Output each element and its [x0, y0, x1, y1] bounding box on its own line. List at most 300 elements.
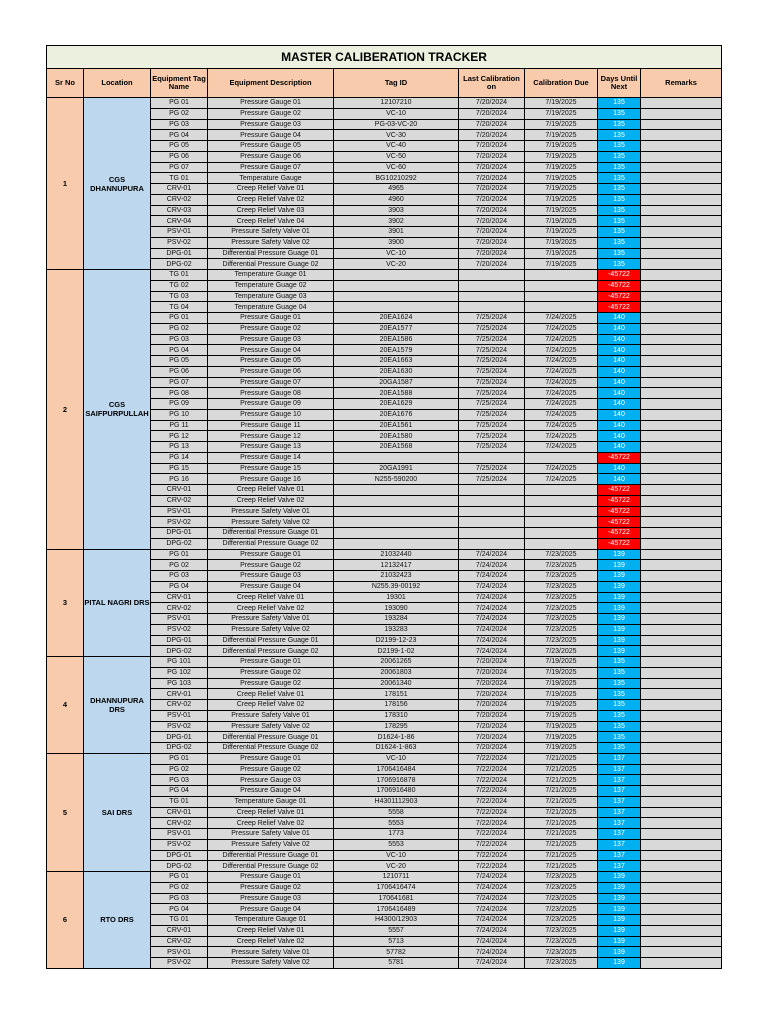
last-calibration-cell[interactable]: 7/25/2024 [459, 431, 525, 442]
calibration-due-cell[interactable]: 7/19/2025 [525, 205, 598, 216]
tag-cell[interactable]: CRV-03 [151, 205, 208, 216]
days-until-next-cell[interactable]: 139 [598, 581, 641, 592]
tag-id-cell[interactable]: PG-03-VC-20 [334, 119, 459, 130]
description-cell[interactable]: Pressure Safety Valve 01 [208, 506, 334, 517]
description-cell[interactable]: Differential Pressure Guage 01 [208, 248, 334, 259]
remarks-cell[interactable] [641, 882, 722, 893]
location-cell[interactable]: RTO DRS [84, 872, 151, 969]
tag-cell[interactable]: PG 13 [151, 442, 208, 453]
days-until-next-cell[interactable]: 135 [598, 259, 641, 270]
tag-cell[interactable]: PSV-01 [151, 829, 208, 840]
description-cell[interactable]: Differential Pressure Guage 01 [208, 528, 334, 539]
remarks-cell[interactable] [641, 280, 722, 291]
remarks-cell[interactable] [641, 936, 722, 947]
days-until-next-cell[interactable]: 137 [598, 786, 641, 797]
calibration-due-cell[interactable]: 7/19/2025 [525, 227, 598, 238]
tag-cell[interactable]: DPG-01 [151, 850, 208, 861]
last-calibration-cell[interactable] [459, 528, 525, 539]
remarks-cell[interactable] [641, 184, 722, 195]
last-calibration-cell[interactable]: 7/24/2024 [459, 872, 525, 883]
last-calibration-cell[interactable]: 7/24/2024 [459, 904, 525, 915]
description-cell[interactable]: Pressure Safety Valve 02 [208, 839, 334, 850]
tag-cell[interactable]: TG 01 [151, 915, 208, 926]
remarks-cell[interactable] [641, 388, 722, 399]
calibration-due-cell[interactable]: 7/24/2025 [525, 420, 598, 431]
remarks-cell[interactable] [641, 173, 722, 184]
description-cell[interactable]: Creep Relief Valve 02 [208, 818, 334, 829]
days-until-next-cell[interactable]: 139 [598, 592, 641, 603]
last-calibration-cell[interactable]: 7/25/2024 [459, 313, 525, 324]
calibration-due-cell[interactable]: 7/21/2025 [525, 796, 598, 807]
location-cell[interactable]: DHANNUPURA DRS [84, 657, 151, 754]
description-cell[interactable]: Pressure Gauge 13 [208, 442, 334, 453]
tag-cell[interactable]: PG 103 [151, 678, 208, 689]
tag-cell[interactable]: CRV-02 [151, 818, 208, 829]
description-cell[interactable]: Pressure Safety Valve 02 [208, 958, 334, 969]
days-until-next-cell[interactable]: 140 [598, 388, 641, 399]
tag-id-cell[interactable]: 178151 [334, 689, 459, 700]
tag-id-cell[interactable]: VC-10 [334, 248, 459, 259]
calibration-due-cell[interactable]: 7/21/2025 [525, 807, 598, 818]
last-calibration-cell[interactable] [459, 291, 525, 302]
calibration-due-cell[interactable] [525, 506, 598, 517]
tag-cell[interactable]: DPG-02 [151, 538, 208, 549]
days-until-next-cell[interactable]: 135 [598, 205, 641, 216]
remarks-cell[interactable] [641, 270, 722, 281]
calibration-due-cell[interactable]: 7/19/2025 [525, 667, 598, 678]
days-until-next-cell[interactable]: 139 [598, 624, 641, 635]
calibration-due-cell[interactable]: 7/24/2025 [525, 431, 598, 442]
calibration-due-cell[interactable]: 7/23/2025 [525, 872, 598, 883]
calibration-due-cell[interactable] [525, 270, 598, 281]
remarks-cell[interactable] [641, 678, 722, 689]
days-until-next-cell[interactable]: 137 [598, 839, 641, 850]
calibration-due-cell[interactable]: 7/19/2025 [525, 743, 598, 754]
days-until-next-cell[interactable]: 139 [598, 882, 641, 893]
last-calibration-cell[interactable]: 7/22/2024 [459, 796, 525, 807]
tag-id-cell[interactable]: H4300/12903 [334, 915, 459, 926]
description-cell[interactable]: Pressure Safety Valve 02 [208, 517, 334, 528]
days-until-next-cell[interactable]: 135 [598, 119, 641, 130]
calibration-due-cell[interactable]: 7/24/2025 [525, 463, 598, 474]
remarks-cell[interactable] [641, 356, 722, 367]
last-calibration-cell[interactable]: 7/24/2024 [459, 560, 525, 571]
calibration-due-cell[interactable]: 7/19/2025 [525, 151, 598, 162]
tag-id-cell[interactable]: 19301 [334, 592, 459, 603]
remarks-cell[interactable] [641, 549, 722, 560]
tag-cell[interactable]: PSV-02 [151, 721, 208, 732]
description-cell[interactable]: Pressure Safety Valve 01 [208, 227, 334, 238]
tag-id-cell[interactable]: 193090 [334, 603, 459, 614]
last-calibration-cell[interactable]: 7/25/2024 [459, 388, 525, 399]
remarks-cell[interactable] [641, 205, 722, 216]
remarks-cell[interactable] [641, 162, 722, 173]
sr-no-cell[interactable]: 1 [47, 98, 84, 270]
last-calibration-cell[interactable]: 7/20/2024 [459, 184, 525, 195]
tag-cell[interactable]: PSV-01 [151, 710, 208, 721]
last-calibration-cell[interactable]: 7/25/2024 [459, 356, 525, 367]
last-calibration-cell[interactable]: 7/25/2024 [459, 366, 525, 377]
remarks-cell[interactable] [641, 399, 722, 410]
tag-cell[interactable]: CRV-02 [151, 194, 208, 205]
description-cell[interactable]: Creep Relief Valve 03 [208, 205, 334, 216]
days-until-next-cell[interactable]: 139 [598, 571, 641, 582]
header-calibration-due[interactable]: Calibration Due [525, 69, 598, 98]
calibration-due-cell[interactable]: 7/21/2025 [525, 829, 598, 840]
description-cell[interactable]: Pressure Gauge 04 [208, 345, 334, 356]
remarks-cell[interactable] [641, 958, 722, 969]
description-cell[interactable]: Pressure Gauge 16 [208, 474, 334, 485]
last-calibration-cell[interactable]: 7/22/2024 [459, 818, 525, 829]
remarks-cell[interactable] [641, 829, 722, 840]
description-cell[interactable]: Differential Pressure Guage 02 [208, 538, 334, 549]
tag-id-cell[interactable]: 20EA1663 [334, 356, 459, 367]
tag-id-cell[interactable]: 1210711 [334, 872, 459, 883]
days-until-next-cell[interactable]: 140 [598, 323, 641, 334]
tag-id-cell[interactable] [334, 280, 459, 291]
description-cell[interactable]: Differential Pressure Guage 02 [208, 743, 334, 754]
days-until-next-cell[interactable]: 135 [598, 710, 641, 721]
tag-id-cell[interactable] [334, 517, 459, 528]
remarks-cell[interactable] [641, 624, 722, 635]
sr-no-cell[interactable]: 5 [47, 753, 84, 871]
days-until-next-cell[interactable]: 135 [598, 248, 641, 259]
tag-cell[interactable]: DPG-02 [151, 861, 208, 872]
days-until-next-cell[interactable]: 139 [598, 646, 641, 657]
tag-cell[interactable]: PG 02 [151, 560, 208, 571]
remarks-cell[interactable] [641, 517, 722, 528]
calibration-due-cell[interactable]: 7/19/2025 [525, 732, 598, 743]
tag-cell[interactable]: CRV-01 [151, 592, 208, 603]
remarks-cell[interactable] [641, 807, 722, 818]
days-until-next-cell[interactable]: 135 [598, 237, 641, 248]
last-calibration-cell[interactable]: 7/24/2024 [459, 581, 525, 592]
remarks-cell[interactable] [641, 753, 722, 764]
last-calibration-cell[interactable]: 7/20/2024 [459, 108, 525, 119]
remarks-cell[interactable] [641, 893, 722, 904]
remarks-cell[interactable] [641, 420, 722, 431]
remarks-cell[interactable] [641, 657, 722, 668]
tag-id-cell[interactable]: 4965 [334, 184, 459, 195]
description-cell[interactable]: Pressure Gauge 01 [208, 753, 334, 764]
tag-cell[interactable]: PSV-02 [151, 839, 208, 850]
tag-cell[interactable]: PG 06 [151, 151, 208, 162]
tag-cell[interactable]: PG 101 [151, 657, 208, 668]
remarks-cell[interactable] [641, 141, 722, 152]
description-cell[interactable]: Creep Relief Valve 01 [208, 925, 334, 936]
description-cell[interactable]: Pressure Gauge 05 [208, 141, 334, 152]
remarks-cell[interactable] [641, 560, 722, 571]
tag-id-cell[interactable]: 3902 [334, 216, 459, 227]
description-cell[interactable]: Pressure Safety Valve 01 [208, 829, 334, 840]
tag-cell[interactable]: PSV-02 [151, 624, 208, 635]
last-calibration-cell[interactable] [459, 517, 525, 528]
days-until-next-cell[interactable]: 137 [598, 829, 641, 840]
tag-id-cell[interactable]: N255-590200 [334, 474, 459, 485]
tag-cell[interactable]: PSV-01 [151, 506, 208, 517]
header-location[interactable]: Location [84, 69, 151, 98]
tag-cell[interactable]: PG 04 [151, 786, 208, 797]
tag-id-cell[interactable]: 21032440 [334, 549, 459, 560]
remarks-cell[interactable] [641, 431, 722, 442]
tag-cell[interactable]: PG 07 [151, 162, 208, 173]
tag-cell[interactable]: PG 06 [151, 366, 208, 377]
days-until-next-cell[interactable]: 135 [598, 667, 641, 678]
days-until-next-cell[interactable]: 137 [598, 850, 641, 861]
tag-id-cell[interactable]: 20EA1577 [334, 323, 459, 334]
remarks-cell[interactable] [641, 302, 722, 313]
remarks-cell[interactable] [641, 818, 722, 829]
location-cell[interactable]: PITAL NAGRI DRS [84, 549, 151, 657]
days-until-next-cell[interactable]: 135 [598, 194, 641, 205]
tag-id-cell[interactable] [334, 538, 459, 549]
tag-cell[interactable]: CRV-02 [151, 700, 208, 711]
days-until-next-cell[interactable]: 140 [598, 356, 641, 367]
calibration-due-cell[interactable]: 7/19/2025 [525, 700, 598, 711]
last-calibration-cell[interactable]: 7/20/2024 [459, 237, 525, 248]
tag-id-cell[interactable]: 3900 [334, 237, 459, 248]
calibration-due-cell[interactable]: 7/21/2025 [525, 753, 598, 764]
calibration-due-cell[interactable]: 7/23/2025 [525, 882, 598, 893]
description-cell[interactable]: Temperature Guage 02 [208, 280, 334, 291]
tag-cell[interactable]: CRV-02 [151, 495, 208, 506]
calibration-due-cell[interactable]: 7/23/2025 [525, 646, 598, 657]
tag-id-cell[interactable]: 20GA1991 [334, 463, 459, 474]
tag-cell[interactable]: PSV-02 [151, 958, 208, 969]
description-cell[interactable]: Differential Pressure Guage 02 [208, 646, 334, 657]
tag-cell[interactable]: CRV-02 [151, 936, 208, 947]
calibration-due-cell[interactable]: 7/24/2025 [525, 334, 598, 345]
description-cell[interactable]: Pressure Gauge 01 [208, 313, 334, 324]
days-until-next-overdue-cell[interactable]: -45722 [598, 485, 641, 496]
last-calibration-cell[interactable]: 7/24/2024 [459, 915, 525, 926]
remarks-cell[interactable] [641, 130, 722, 141]
description-cell[interactable]: Temperature Gauge 01 [208, 796, 334, 807]
tag-cell[interactable]: PG 03 [151, 571, 208, 582]
days-until-next-cell[interactable]: 140 [598, 420, 641, 431]
calibration-due-cell[interactable]: 7/19/2025 [525, 130, 598, 141]
last-calibration-cell[interactable]: 7/22/2024 [459, 861, 525, 872]
remarks-cell[interactable] [641, 592, 722, 603]
calibration-due-cell[interactable]: 7/19/2025 [525, 119, 598, 130]
tag-cell[interactable]: PSV-01 [151, 614, 208, 625]
tag-id-cell[interactable]: 178295 [334, 721, 459, 732]
remarks-cell[interactable] [641, 119, 722, 130]
tag-cell[interactable]: PG 01 [151, 549, 208, 560]
last-calibration-cell[interactable]: 7/24/2024 [459, 624, 525, 635]
tag-id-cell[interactable]: 5558 [334, 807, 459, 818]
last-calibration-cell[interactable]: 7/20/2024 [459, 205, 525, 216]
description-cell[interactable]: Pressure Gauge 05 [208, 356, 334, 367]
remarks-cell[interactable] [641, 108, 722, 119]
tag-cell[interactable]: TG 02 [151, 280, 208, 291]
description-cell[interactable]: Temperature Gauge 01 [208, 915, 334, 926]
remarks-cell[interactable] [641, 947, 722, 958]
calibration-due-cell[interactable]: 7/19/2025 [525, 162, 598, 173]
days-until-next-cell[interactable]: 135 [598, 700, 641, 711]
last-calibration-cell[interactable]: 7/22/2024 [459, 839, 525, 850]
description-cell[interactable]: Creep Relief Valve 04 [208, 216, 334, 227]
description-cell[interactable]: Pressure Gauge 03 [208, 119, 334, 130]
days-until-next-cell[interactable]: 135 [598, 216, 641, 227]
last-calibration-cell[interactable] [459, 538, 525, 549]
description-cell[interactable]: Creep Relief Valve 02 [208, 603, 334, 614]
calibration-due-cell[interactable]: 7/23/2025 [525, 560, 598, 571]
last-calibration-cell[interactable]: 7/22/2024 [459, 775, 525, 786]
remarks-cell[interactable] [641, 571, 722, 582]
last-calibration-cell[interactable]: 7/20/2024 [459, 743, 525, 754]
description-cell[interactable]: Differential Pressure Guage 01 [208, 732, 334, 743]
remarks-cell[interactable] [641, 775, 722, 786]
tag-cell[interactable]: DPG-02 [151, 646, 208, 657]
tag-id-cell[interactable]: 193284 [334, 614, 459, 625]
calibration-due-cell[interactable]: 7/23/2025 [525, 958, 598, 969]
calibration-due-cell[interactable]: 7/24/2025 [525, 366, 598, 377]
tag-id-cell[interactable]: 21032423 [334, 571, 459, 582]
calibration-due-cell[interactable] [525, 517, 598, 528]
description-cell[interactable]: Pressure Safety Valve 02 [208, 237, 334, 248]
description-cell[interactable]: Temperature Gauge [208, 173, 334, 184]
remarks-cell[interactable] [641, 635, 722, 646]
description-cell[interactable]: Pressure Gauge 09 [208, 399, 334, 410]
tag-cell[interactable]: CRV-01 [151, 485, 208, 496]
remarks-cell[interactable] [641, 872, 722, 883]
days-until-next-cell[interactable]: 140 [598, 474, 641, 485]
calibration-due-cell[interactable]: 7/23/2025 [525, 925, 598, 936]
tag-cell[interactable]: TG 04 [151, 302, 208, 313]
last-calibration-cell[interactable]: 7/22/2024 [459, 786, 525, 797]
last-calibration-cell[interactable]: 7/24/2024 [459, 603, 525, 614]
tag-cell[interactable]: PG 05 [151, 356, 208, 367]
last-calibration-cell[interactable]: 7/20/2024 [459, 721, 525, 732]
tag-id-cell[interactable]: 20061803 [334, 667, 459, 678]
tag-cell[interactable]: PG 09 [151, 399, 208, 410]
tag-cell[interactable]: PG 12 [151, 431, 208, 442]
description-cell[interactable]: Creep Relief Valve 02 [208, 936, 334, 947]
days-until-next-cell[interactable]: 139 [598, 603, 641, 614]
days-until-next-cell[interactable]: 139 [598, 614, 641, 625]
tag-id-cell[interactable]: 1773 [334, 829, 459, 840]
remarks-cell[interactable] [641, 474, 722, 485]
tag-cell[interactable]: CRV-02 [151, 603, 208, 614]
description-cell[interactable]: Pressure Safety Valve 01 [208, 947, 334, 958]
description-cell[interactable]: Pressure Gauge 03 [208, 893, 334, 904]
tag-id-cell[interactable]: 5557 [334, 925, 459, 936]
tag-id-cell[interactable]: 178156 [334, 700, 459, 711]
remarks-cell[interactable] [641, 646, 722, 657]
days-until-next-cell[interactable]: 135 [598, 721, 641, 732]
description-cell[interactable]: Pressure Safety Valve 02 [208, 721, 334, 732]
tag-id-cell[interactable]: 20EA1579 [334, 345, 459, 356]
remarks-cell[interactable] [641, 786, 722, 797]
description-cell[interactable]: Pressure Gauge 02 [208, 108, 334, 119]
calibration-due-cell[interactable]: 7/24/2025 [525, 345, 598, 356]
days-until-next-cell[interactable]: 139 [598, 635, 641, 646]
days-until-next-cell[interactable]: 137 [598, 818, 641, 829]
tag-id-cell[interactable]: 20EA1568 [334, 442, 459, 453]
header-equipment-description[interactable]: Equipment Description [208, 69, 334, 98]
calibration-due-cell[interactable] [525, 495, 598, 506]
remarks-cell[interactable] [641, 323, 722, 334]
remarks-cell[interactable] [641, 614, 722, 625]
remarks-cell[interactable] [641, 538, 722, 549]
description-cell[interactable]: Differential Pressure Guage 02 [208, 861, 334, 872]
days-until-next-cell[interactable]: 139 [598, 947, 641, 958]
days-until-next-cell[interactable]: 135 [598, 162, 641, 173]
tag-id-cell[interactable]: VC-60 [334, 162, 459, 173]
tag-id-cell[interactable]: VC-30 [334, 130, 459, 141]
tag-id-cell[interactable]: D2199-1-02 [334, 646, 459, 657]
tag-id-cell[interactable]: 5781 [334, 958, 459, 969]
table-title[interactable]: MASTER CALIBERATION TRACKER [47, 46, 722, 69]
days-until-next-overdue-cell[interactable]: -45722 [598, 280, 641, 291]
last-calibration-cell[interactable]: 7/25/2024 [459, 409, 525, 420]
tag-id-cell[interactable]: 1706416489 [334, 904, 459, 915]
last-calibration-cell[interactable]: 7/20/2024 [459, 227, 525, 238]
tag-id-cell[interactable]: VC-40 [334, 141, 459, 152]
days-until-next-cell[interactable]: 135 [598, 657, 641, 668]
tag-id-cell[interactable]: 12107210 [334, 98, 459, 109]
calibration-due-cell[interactable]: 7/19/2025 [525, 194, 598, 205]
remarks-cell[interactable] [641, 452, 722, 463]
remarks-cell[interactable] [641, 839, 722, 850]
last-calibration-cell[interactable]: 7/24/2024 [459, 958, 525, 969]
days-until-next-cell[interactable]: 137 [598, 796, 641, 807]
description-cell[interactable]: Pressure Gauge 02 [208, 323, 334, 334]
tag-id-cell[interactable]: 20EA1630 [334, 366, 459, 377]
calibration-due-cell[interactable] [525, 280, 598, 291]
last-calibration-cell[interactable]: 7/20/2024 [459, 689, 525, 700]
description-cell[interactable]: Creep Relief Valve 02 [208, 700, 334, 711]
calibration-due-cell[interactable]: 7/24/2025 [525, 474, 598, 485]
last-calibration-cell[interactable]: 7/25/2024 [459, 463, 525, 474]
last-calibration-cell[interactable]: 7/20/2024 [459, 667, 525, 678]
tag-cell[interactable]: PG 01 [151, 313, 208, 324]
days-until-next-cell[interactable]: 139 [598, 925, 641, 936]
tag-cell[interactable]: PSV-02 [151, 237, 208, 248]
description-cell[interactable]: Pressure Gauge 07 [208, 377, 334, 388]
calibration-due-cell[interactable]: 7/21/2025 [525, 861, 598, 872]
last-calibration-cell[interactable]: 7/24/2024 [459, 893, 525, 904]
days-until-next-cell[interactable]: 135 [598, 227, 641, 238]
description-cell[interactable]: Pressure Gauge 02 [208, 667, 334, 678]
description-cell[interactable]: Pressure Gauge 14 [208, 452, 334, 463]
tag-cell[interactable]: PG 01 [151, 98, 208, 109]
calibration-due-cell[interactable]: 7/21/2025 [525, 775, 598, 786]
last-calibration-cell[interactable] [459, 280, 525, 291]
remarks-cell[interactable] [641, 506, 722, 517]
tag-id-cell[interactable]: H4301112903 [334, 796, 459, 807]
last-calibration-cell[interactable]: 7/24/2024 [459, 925, 525, 936]
header-tag-id[interactable]: Tag ID [334, 69, 459, 98]
tag-cell[interactable]: DPG-01 [151, 528, 208, 539]
days-until-next-overdue-cell[interactable]: -45722 [598, 528, 641, 539]
last-calibration-cell[interactable]: 7/22/2024 [459, 850, 525, 861]
description-cell[interactable]: Pressure Gauge 01 [208, 98, 334, 109]
calibration-due-cell[interactable]: 7/24/2025 [525, 399, 598, 410]
tag-cell[interactable]: PSV-02 [151, 517, 208, 528]
description-cell[interactable]: Pressure Gauge 02 [208, 560, 334, 571]
calibration-due-cell[interactable]: 7/19/2025 [525, 721, 598, 732]
last-calibration-cell[interactable]: 7/25/2024 [459, 334, 525, 345]
tag-id-cell[interactable]: 4960 [334, 194, 459, 205]
tag-cell[interactable]: PG 03 [151, 119, 208, 130]
last-calibration-cell[interactable]: 7/22/2024 [459, 753, 525, 764]
days-until-next-overdue-cell[interactable]: -45722 [598, 452, 641, 463]
sr-no-cell[interactable]: 2 [47, 270, 84, 550]
days-until-next-cell[interactable]: 135 [598, 184, 641, 195]
tag-id-cell[interactable]: 12132417 [334, 560, 459, 571]
